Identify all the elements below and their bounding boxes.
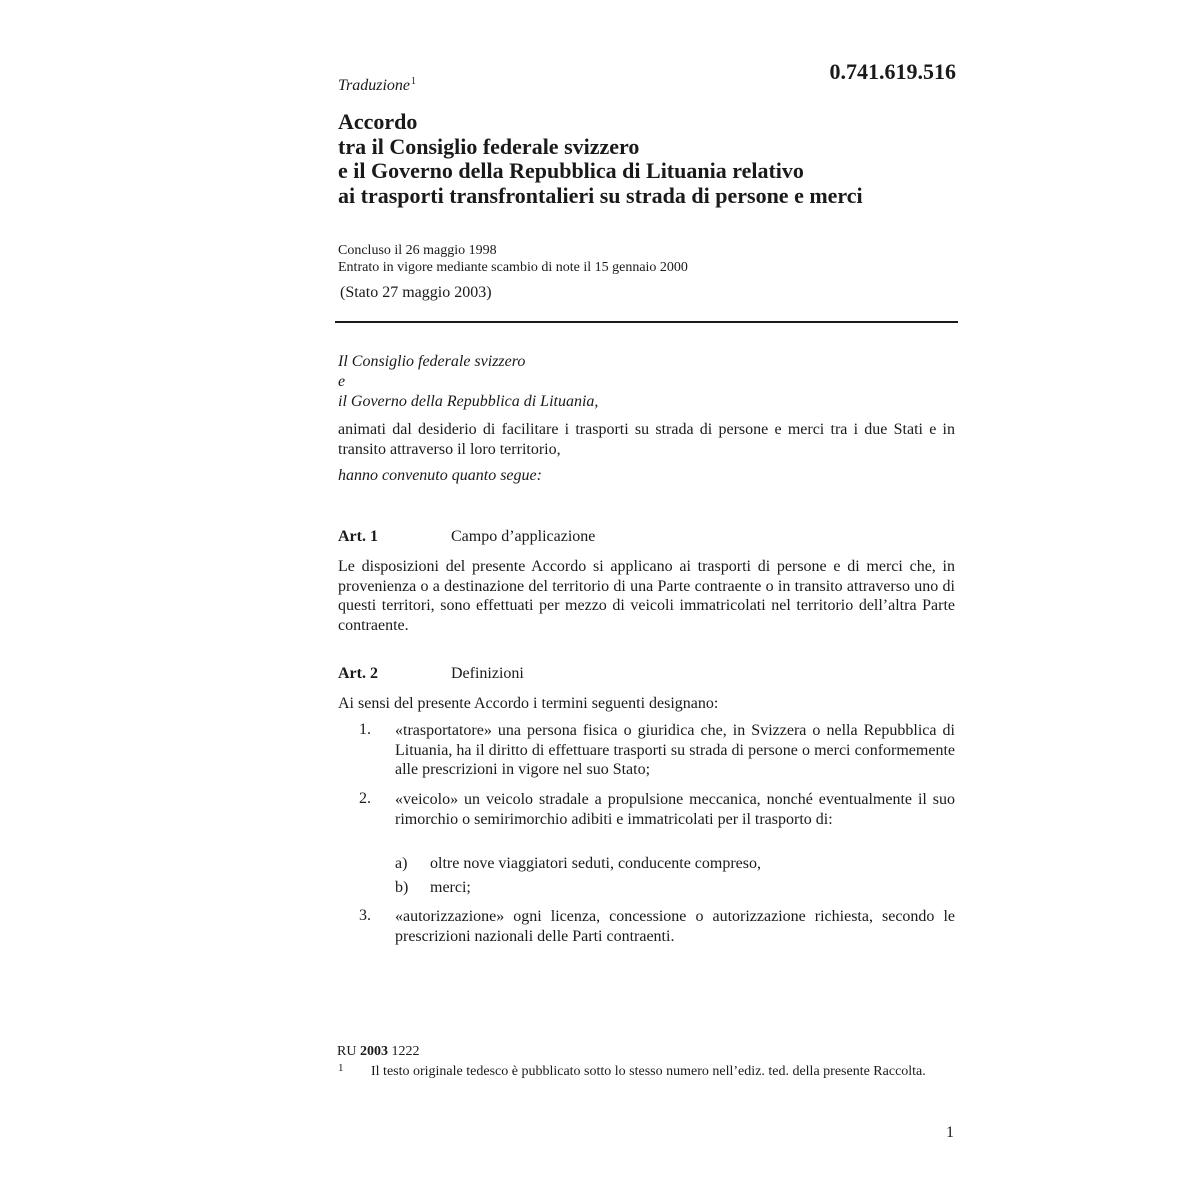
translation-label: [338, 76, 416, 95]
ru-page: 1222: [391, 1044, 420, 1059]
document-title: [338, 110, 978, 208]
status-date: (Stato 27 maggio 2003): [340, 284, 492, 301]
translation-label-text: Traduzione: [338, 77, 411, 94]
article-1-text: Le disposizioni del presente Accordo si applicano ai trasporti di persone e di merci che, in provenienza o a destinazione del territorio di una Parte contraente o in transito attraverso uno di questi territori, sono effettuati per mezzo di veicoli immatricolati nel territorio dell’altra Parte contraente.: [338, 558, 955, 634]
preamble-party1: Il Consiglio federale svizzero: [338, 353, 526, 370]
list-item: «trasportatore» una persona fisica o giuridica che, in Svizzera o nella Repubblica di Lituania, ha il diritto di effettuare trasporti su strada di persone o merci conformemente alle prescrizioni in vigore nel suo Stato;: [395, 722, 955, 778]
title-line: tra il Consiglio federale svizzero: [338, 133, 640, 159]
list-item: «autorizzazione» ogni licenza, concessione o autorizzazione richiesta, secondo le prescrizioni nazionali delle Parti contraenti.: [395, 908, 955, 945]
document-dates: [338, 243, 688, 276]
article-number: Art. 1: [338, 528, 378, 545]
list-item: «veicolo» un veicolo stradale a propulsione meccanica, nonché eventualmente il suo rimorchio o semirimorchio adibiti e immatricolati per il trasporto di:: [395, 791, 955, 828]
title-line: e il Governo della Repubblica di Lituania relativo: [338, 158, 804, 183]
article-2-intro: Ai sensi del presente Accordo i termini seguenti designano:: [338, 695, 719, 712]
article-title: Definizioni: [451, 665, 524, 682]
sub-item: merci;: [430, 879, 471, 896]
sub-item-letter: b): [395, 879, 409, 896]
list-item-number: 3.: [359, 907, 371, 924]
preamble-conjunction: e: [338, 373, 346, 390]
title-line: ai trasporti transfrontalieri su strada di persone e merci: [338, 182, 863, 208]
title-line: Accordo: [338, 109, 418, 134]
footnote-ref[interactable]: 1: [411, 76, 417, 87]
page-number: 1: [946, 1124, 954, 1141]
sub-item: oltre nove viaggiatori seduti, conducente compreso,: [430, 855, 762, 872]
preamble-party2: il Governo della Repubblica di Lituania,: [338, 393, 599, 410]
footnote-text: Il testo originale tedesco è pubblicato sotto lo stesso numero nell’ediz. ted. della presente Raccolta.: [371, 1064, 926, 1079]
footnote-number: 1: [338, 1062, 344, 1074]
article-title: Campo d’applicazione: [451, 528, 596, 545]
ru-year: 2003: [359, 1044, 388, 1059]
concluded-date: Concluso il 26 maggio 1998: [338, 243, 497, 258]
in-force-date: Entrato in vigore mediante scambio di note il 15 gennaio 2000: [338, 259, 688, 275]
ru-prefix: RU: [337, 1044, 357, 1059]
list-item-number: 2.: [359, 790, 371, 807]
preamble-agreed: hanno convenuto quanto segue:: [338, 467, 542, 484]
ru-reference: [337, 1044, 419, 1060]
preamble-recital: animati dal desiderio di facilitare i trasporti su strada di persone e merci tra i due Stati e in transito attraverso il loro territorio,: [338, 421, 955, 458]
sr-number: 0.741.619.516: [829, 59, 956, 84]
list-item-number: 1.: [359, 721, 371, 738]
sub-item-letter: a): [395, 855, 408, 872]
article-number: Art. 2: [338, 665, 378, 682]
header-divider: [335, 321, 958, 323]
